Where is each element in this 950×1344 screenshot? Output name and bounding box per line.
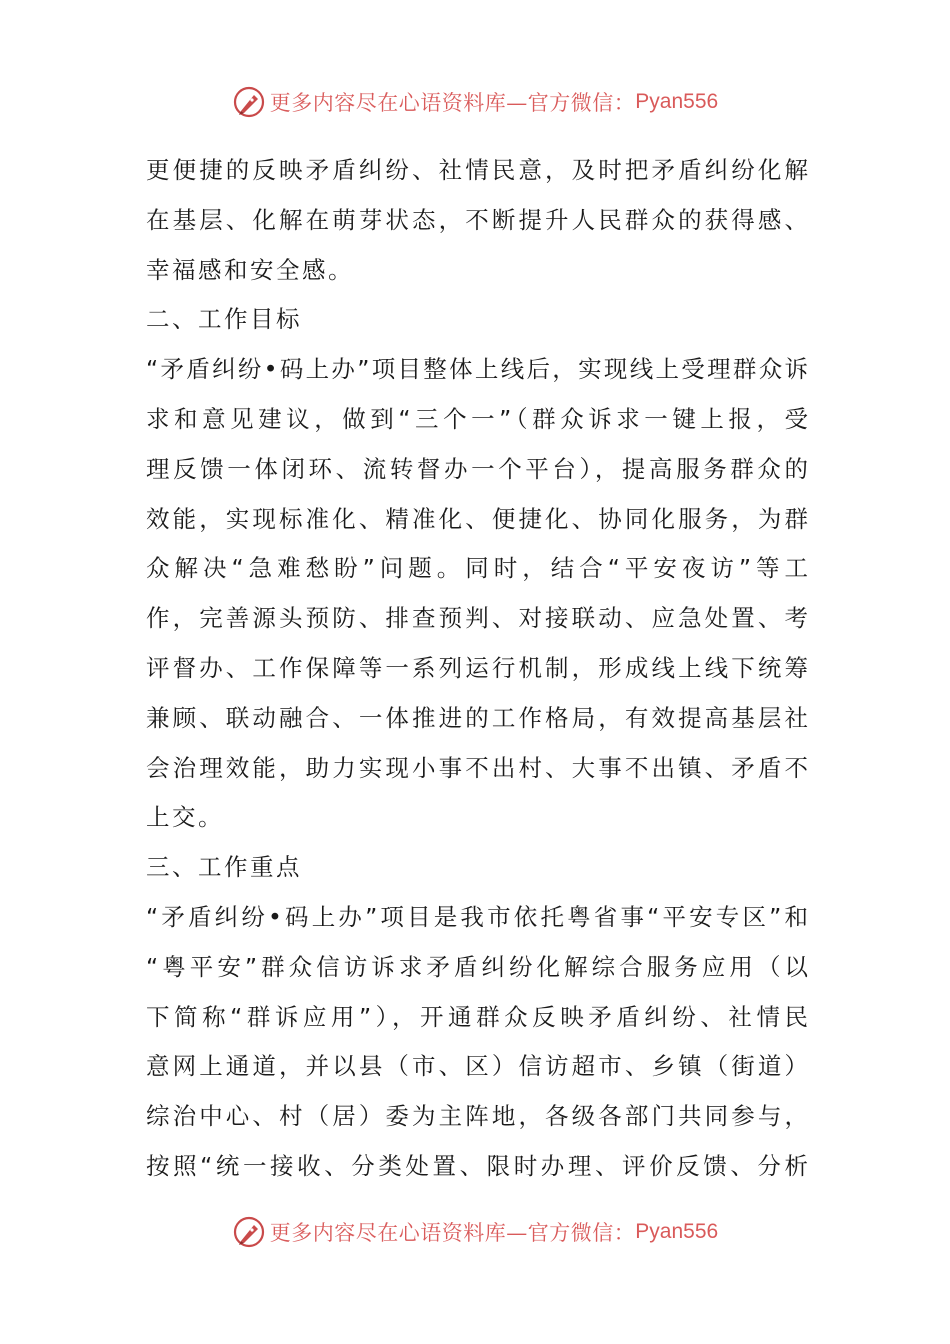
watermark-wechat-handle: Pyan556 — [635, 90, 719, 113]
text-line: 众解决“急难愁盼”问题。同时，结合“平安夜访”等工 — [146, 554, 808, 583]
text-line: 效能，实现标准化、精准化、便捷化、协同化服务，为群 — [146, 504, 808, 533]
text-line: 在基层、化解在萌芽状态，不断提升人民群众的获得感、 — [146, 205, 808, 234]
text-line: 兼顾、联动融合、一体推进的工作格局，有效提高基层社 — [146, 703, 808, 732]
text-line: 综治中心、村（居）委为主阵地，各级各部门共同参与， — [146, 1102, 808, 1131]
text-line: 下简称“群诉应用”），开通群众反映矛盾纠纷、社情民 — [146, 1002, 808, 1031]
text-line: 上交。 — [146, 803, 224, 832]
header-watermark-banner — [0, 82, 950, 122]
text-line: “矛盾纠纷•码上办”项目整体上线后，实现线上受理群众诉 — [146, 355, 808, 384]
watermark-text: 更多内容尽在心语资料库—官方微信： — [269, 1221, 636, 1245]
pen-nib-circle-icon — [232, 85, 266, 119]
text-line: 理反馈一体闭环、流转督办一个平台），提高服务群众的 — [146, 454, 808, 483]
footer-watermark-banner — [0, 1212, 950, 1252]
pen-nib-circle-icon — [232, 1215, 266, 1249]
text-line: 求和意见建议，做到“三个一”（群众诉求一键上报，受 — [146, 404, 808, 433]
text-line: 二、工作目标 — [146, 305, 302, 334]
text-line: 按照“统一接收、分类处置、限时办理、评价反馈、分析 — [146, 1151, 808, 1180]
text-line: “矛盾纠纷•码上办”项目是我市依托粤省事“平安专区”和 — [146, 902, 808, 931]
text-line: 评督办、工作保障等一系列运行机制，形成线上线下统筹 — [146, 653, 808, 682]
text-line: 幸福感和安全感。 — [146, 255, 354, 284]
watermark-wechat-handle: Pyan556 — [635, 1220, 719, 1243]
text-line: 三、工作重点 — [146, 853, 302, 882]
text-line: 作，完善源头预防、排查预判、对接联动、应急处置、考 — [146, 604, 808, 633]
text-line: 意网上通道，并以县（市、区）信访超市、乡镇（街道） — [146, 1052, 808, 1081]
document-body — [146, 146, 808, 1192]
text-line: 会治理效能，助力实现小事不出村、大事不出镇、矛盾不 — [146, 753, 808, 782]
text-line: 更便捷的反映矛盾纠纷、社情民意，及时把矛盾纠纷化解 — [146, 156, 808, 184]
text-line: “粤平安”群众信访诉求矛盾纠纷化解综合服务应用（以 — [146, 952, 808, 981]
watermark-text: 更多内容尽在心语资料库—官方微信： — [269, 91, 636, 115]
